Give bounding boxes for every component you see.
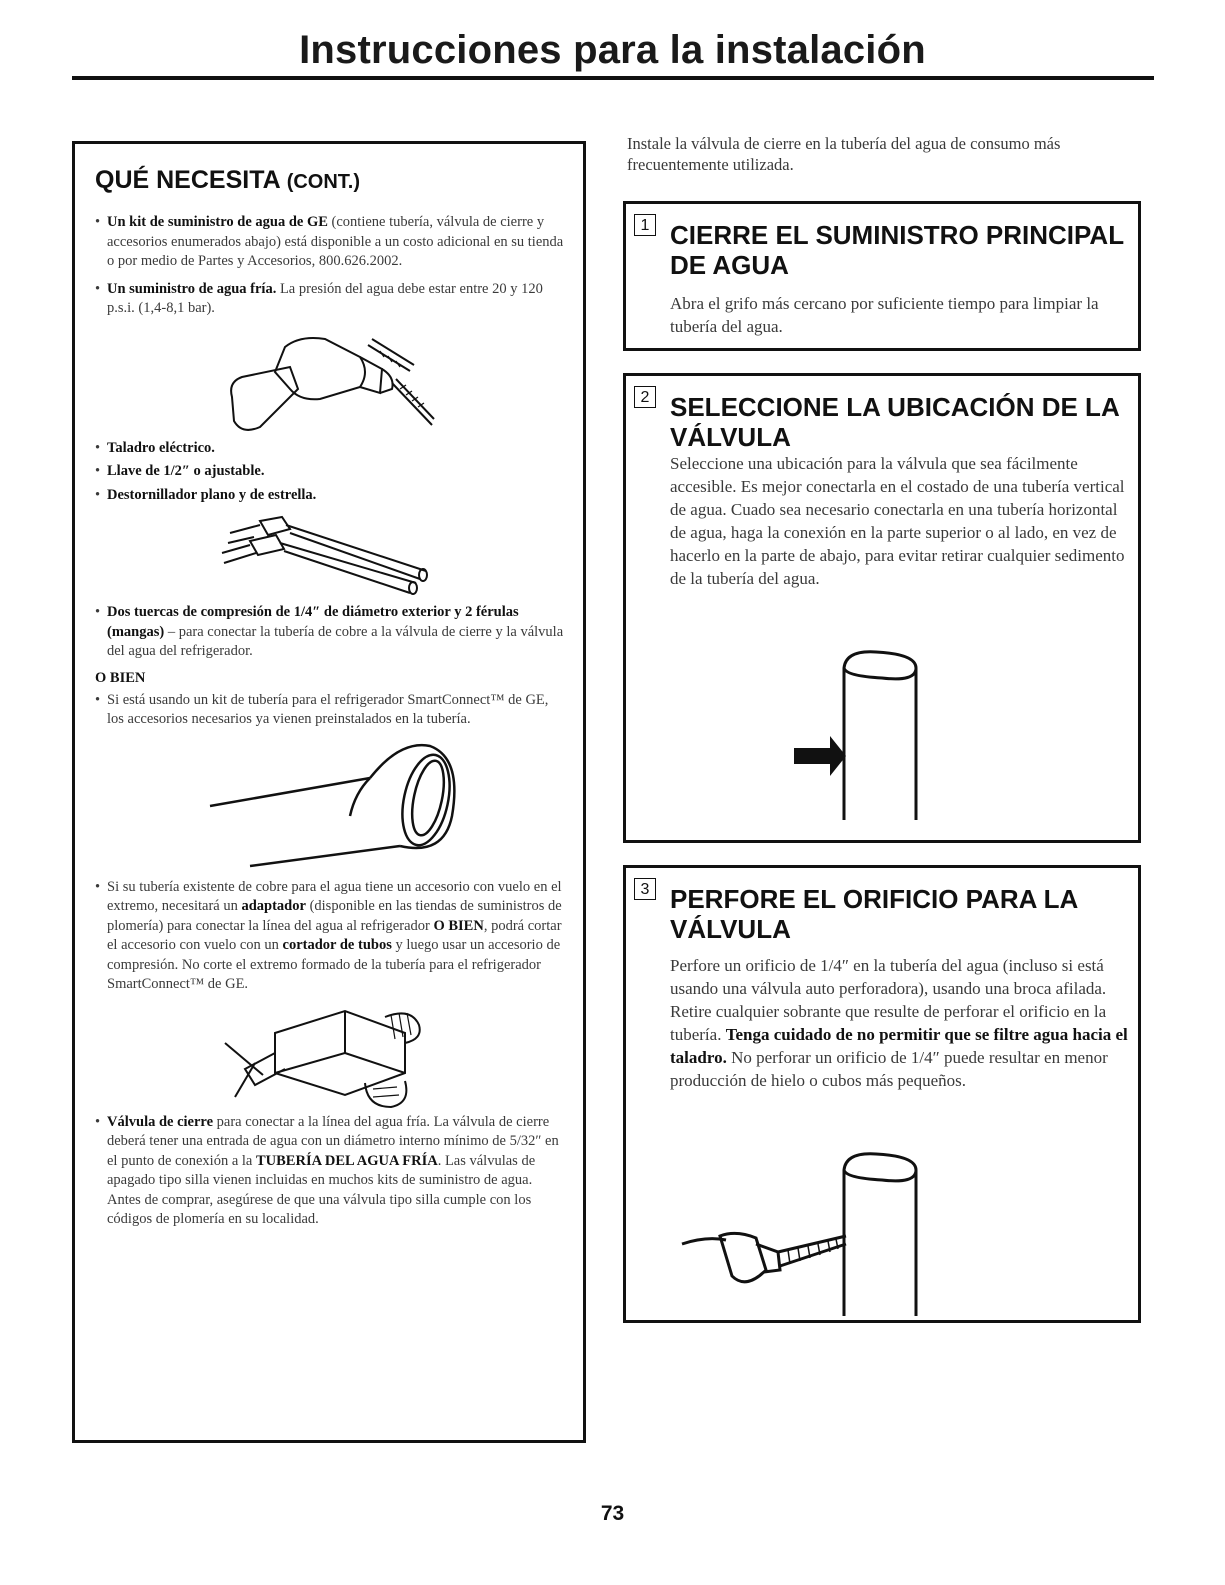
list-item-water-kit: • Un kit de suministro de agua de GE (contiene tubería, válvula de cierre y accesorios enumerados abajo) está disponible a un costo adicional en su tienda o por medio de Partes y Accesorios, 800.626.2002. xyxy=(95,214,564,269)
section-heading-cont: (CONT.) xyxy=(286,171,361,193)
step-3-body: Perfore un orificio de 1/4″ en la tubería del agua (incluso si está usando una válvula auto perforadora), usando una broca afilada. Retire cualquier sobrante que resulte de perforar el orificio en la tubería. Tenga cuidado de no permitir que se filtre agua hacia el taladro. No perforar un orificio de 1/4″ puede resultar en menor producción de hielo o cubos más pequeños. xyxy=(670,956,1128,1090)
title-rule xyxy=(72,76,1154,80)
what-you-need-box xyxy=(72,141,586,1443)
step-3-box xyxy=(623,865,1141,1323)
vertical-pipe-arrow-illustration xyxy=(786,644,946,824)
list-item-adapter: • Si su tubería existente de cobre para el agua tiene un accesorio con vuelo en el extremo, necesitará un adaptador (disponible en las tiendas de suministros de plomería) para conectar la línea del agua al refrigerador O BIEN, podrá cortar el accesorio con vuelo con un cortador de tubos y luego usar un accesorio de compresión. No corte el extremo formado de la tubería para el refrigerador SmartConnect™ de GE. xyxy=(95,878,562,992)
page-number: 73 xyxy=(600,1502,625,1525)
list-item-drill: • Taladro eléctrico. xyxy=(95,439,215,456)
what-you-need-content xyxy=(95,166,565,1238)
tubing-nuts-illustration xyxy=(220,513,440,603)
step-1-number: 1 xyxy=(634,214,656,236)
step-1-body: Abra el grifo más cercano por suficiente tiempo para limpiar la tubería del agua. xyxy=(670,294,1099,336)
list-item-screwdriver: • Destornillador plano y de estrella. xyxy=(95,486,317,503)
intro-text: Instale la válvula de cierre en la tubería del agua de consumo más frecuentemente utilizada. xyxy=(627,134,1061,174)
list-item-compression-nuts: • Dos tuercas de compresión de 1/4″ de diámetro exterior y 2 férulas (mangas) – para conectar la tubería de cobre a la válvula de cierre y la válvula del agua del refrigerador. xyxy=(95,604,564,659)
list-item-shutoff-valve: • Válvula de cierre para conectar a la línea del agua fría. La válvula de cierre deberá tener una entrada de agua con un diámetro interno mínimo de 5/32″ en el punto de conexión a la TUBERÍA DEL AGUA FRÍA. Las válvulas de apagado tipo silla vienen incluidas en muchos kits de suministro de agua. Antes de comprar, asegúrese de que una válvula tipo silla cumple con los códigos de plomería en su localidad. xyxy=(95,1113,559,1227)
flared-pipe-illustration xyxy=(200,738,460,878)
page-title: Instrucciones para la instalación xyxy=(299,28,926,72)
list-item-cold-water: • Un suministro de agua fría. La presión del agua debe estar entre 20 y 120 p.s.i. (1,4-8,1 bar). xyxy=(95,280,543,316)
step-2-body: Seleccione una ubicación para la válvula que sea fácilmente accesible. Es mejor conectarla en el costado de una tubería vertical de agua. Cuado sea necesario conectarla en una tubería horizontal de agua, haga la conexión en la parte superior o al lado, en vez de hacerlo en la parte de abajo, para evitar retirar cualquier sedimento de la tubería del agua. xyxy=(670,454,1125,588)
list-item-smartconnect: • Si está usando un kit de tubería para el refrigerador SmartConnect™ de GE, los accesorios necesarios ya vienen preinstalados en la tubería. xyxy=(95,691,549,727)
step-2-box xyxy=(623,373,1141,843)
step-3-title: PERFORE EL ORIFICIO PARA LA VÁLVULA xyxy=(670,884,1078,944)
section-heading xyxy=(95,166,565,195)
step-2-title: SELECCIONE LA UBICACIÓN DE LA VÁLVULA xyxy=(670,392,1119,452)
or-label: O BIEN xyxy=(95,669,146,686)
step-1-title: CIERRE EL SUMINISTRO PRINCIPAL DE AGUA xyxy=(670,220,1124,280)
step-2-number: 2 xyxy=(634,386,656,408)
list-item-wrench: • Llave de 1/2″ o ajustable. xyxy=(95,463,265,479)
step-3-number: 3 xyxy=(634,878,656,900)
section-heading-text: QUÉ NECESITA xyxy=(95,166,280,194)
drill-illustration xyxy=(220,327,440,439)
drilling-pipe-illustration xyxy=(676,1140,976,1320)
shutoff-valve-illustration xyxy=(215,1003,445,1113)
step-1-box xyxy=(623,201,1141,351)
